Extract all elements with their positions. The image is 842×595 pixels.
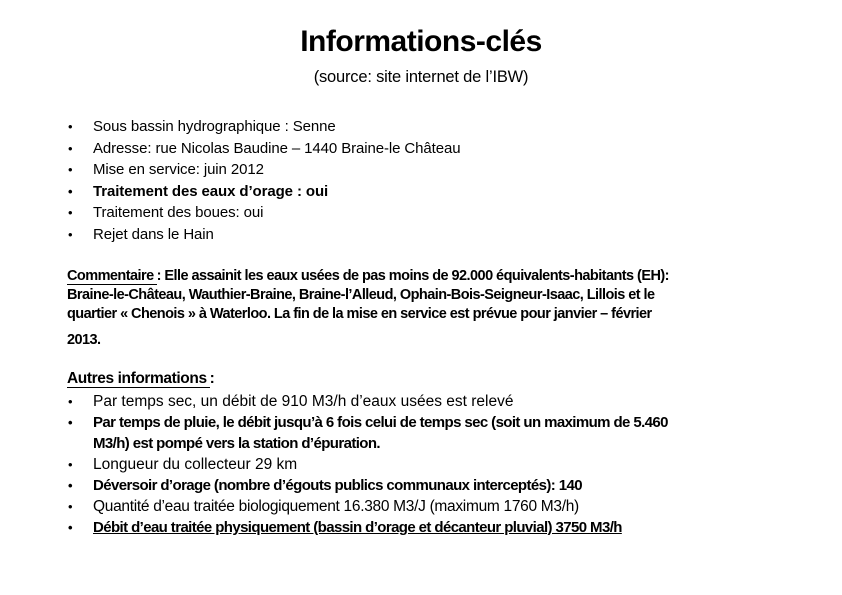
commentaire-line: Braine-le-Château, Wauthier-Braine, Braine-l’Alleud, Ophain-Bois-Seigneur-Isaac, Lillois et le xyxy=(67,287,655,303)
list-item-text xyxy=(93,412,668,454)
autres-informations-heading xyxy=(67,369,842,389)
list-item-text: Longueur du collecteur 29 km xyxy=(93,456,298,473)
commentaire-line xyxy=(67,267,842,286)
list-item-text: Débit d’eau traitée physiquement (bassin d’orage et décanteur pluvial) 3750 M3/h xyxy=(93,519,622,536)
list-item xyxy=(66,454,842,475)
list-item xyxy=(66,412,842,454)
page-title: Informations-clés xyxy=(300,25,542,58)
bullet-icon: • xyxy=(68,226,73,242)
list-item xyxy=(66,116,842,138)
page-subtitle: (source: site internet de l’IBW) xyxy=(313,68,529,86)
list-item-text: Sous bassin hydrographique : Senne xyxy=(93,118,336,135)
list-item-line: Par temps de pluie, le débit jusqu’à 6 fois celui de temps sec (soit un maximum de 5.460 xyxy=(93,414,668,431)
commentaire-line: quartier « Chenois » à Waterloo. La fin de la mise en service est prévue pour janvier – février xyxy=(67,306,652,322)
list-item-text: Adresse: rue Nicolas Baudine – 1440 Braine-le Château xyxy=(93,139,461,157)
list-item-text: Traitement des eaux d’orage : oui xyxy=(93,182,329,200)
list-item-text: Rejet dans le Hain xyxy=(93,225,214,243)
list-item xyxy=(66,159,842,181)
list-item xyxy=(66,202,842,224)
bullet-icon: • xyxy=(68,205,73,220)
commentaire-paragraph xyxy=(67,267,842,350)
list-item-text: Par temps sec, un débit de 910 M3/h d’eaux usées est relevé xyxy=(93,393,514,410)
list-item-text: Quantité d’eau traitée biologiquement 16.380 M3/J (maximum 1760 M3/h) xyxy=(93,498,579,515)
bullet-icon: • xyxy=(68,457,73,472)
bullet-icon: • xyxy=(68,478,72,493)
list-item-line: M3/h) est pompé vers la station d’épuration. xyxy=(93,435,380,452)
list-item xyxy=(66,138,842,160)
list-item-text: Traitement des boues: oui xyxy=(93,204,264,221)
key-facts-list xyxy=(66,116,842,245)
list-item xyxy=(66,181,842,203)
bullet-icon: • xyxy=(68,183,73,199)
bullet-icon: • xyxy=(68,162,73,177)
list-item xyxy=(66,475,842,496)
list-item xyxy=(66,496,842,517)
autres-list xyxy=(66,391,842,538)
list-item xyxy=(66,391,842,412)
list-item-text: Mise en service: juin 2012 xyxy=(93,161,264,178)
bullet-icon: • xyxy=(68,520,72,535)
commentaire-heading: Commentaire xyxy=(67,268,157,285)
bullet-icon: • xyxy=(68,415,72,430)
autres-informations-colon: : xyxy=(209,370,215,387)
bullet-icon: • xyxy=(68,119,73,134)
list-item-text: Déversoir d’orage (nombre d’égouts publics communaux interceptés): 140 xyxy=(93,477,582,494)
bullet-icon: • xyxy=(68,499,73,514)
commentaire-line: 2013. xyxy=(67,332,101,348)
bullet-icon: • xyxy=(68,140,73,156)
autres-informations-label: Autres informations xyxy=(67,370,210,388)
list-item xyxy=(66,224,842,246)
commentaire-line-text: : Elle assainit les eaux usées de pas moins de 92.000 équivalents-habitants (EH): xyxy=(156,268,669,284)
bullet-icon: • xyxy=(68,394,73,409)
list-item xyxy=(66,517,842,538)
